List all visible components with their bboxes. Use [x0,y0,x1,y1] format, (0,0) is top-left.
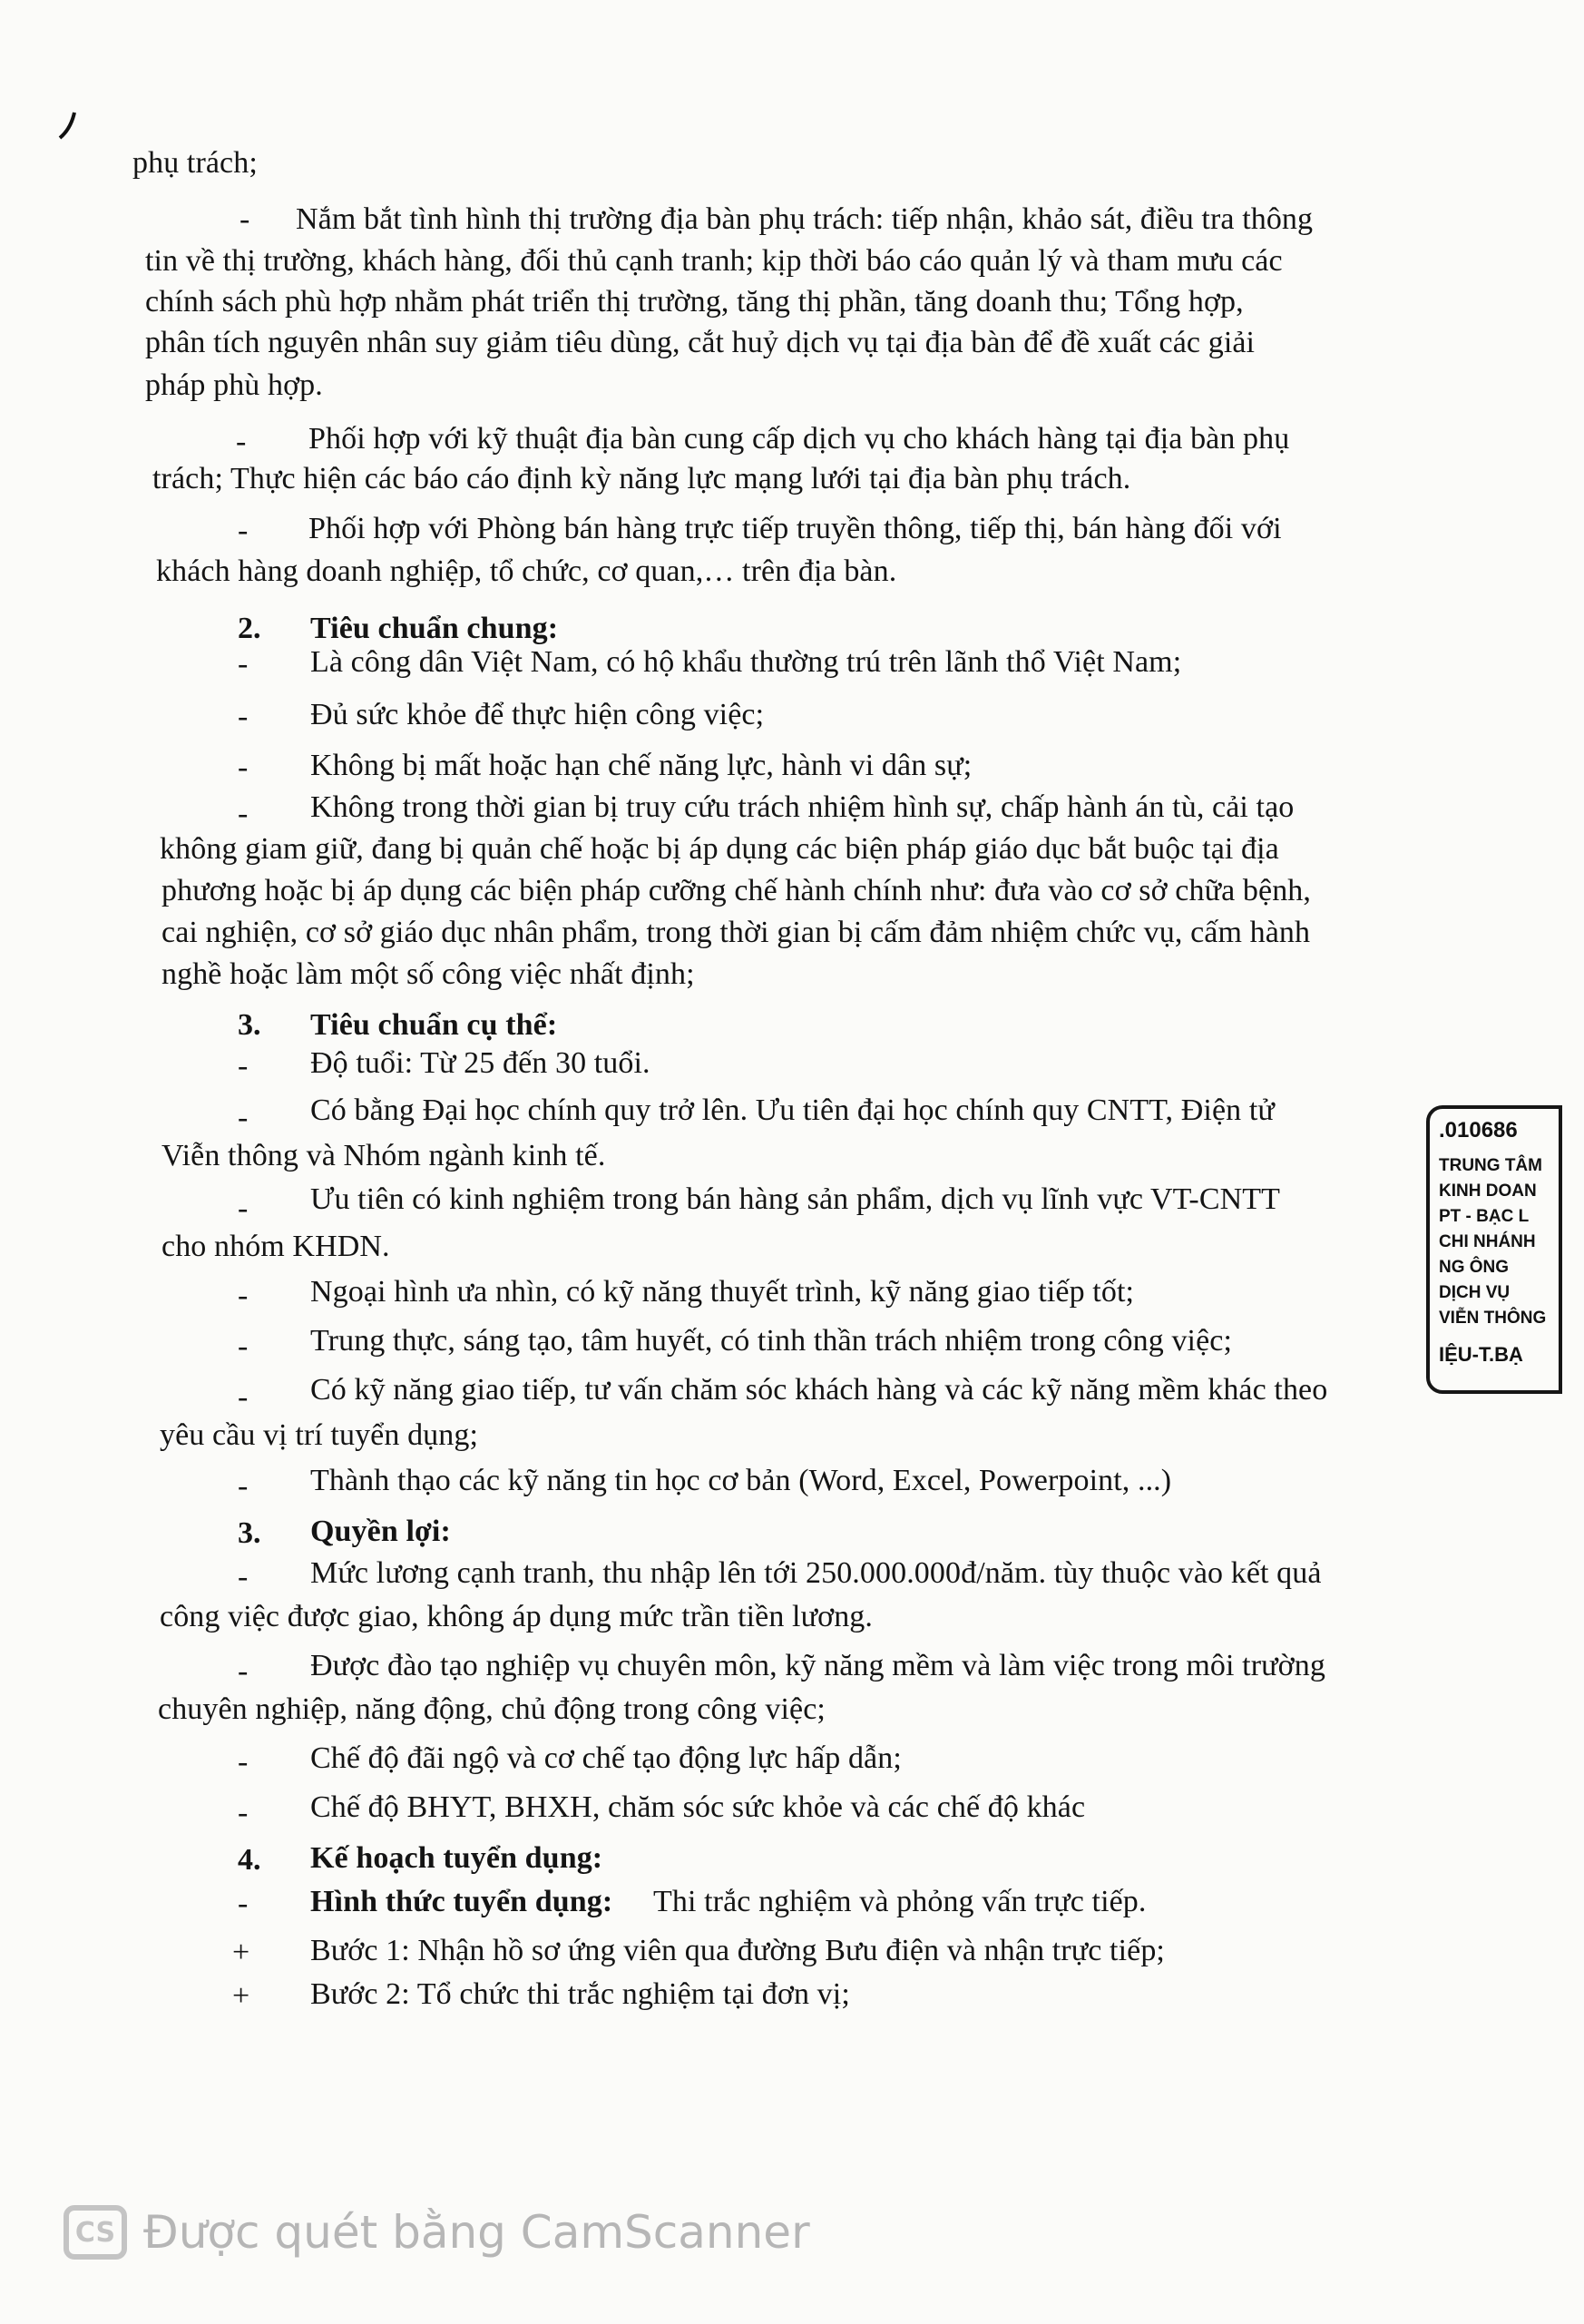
bullet-dash: - [238,1329,249,1363]
text-line: Trung thực, sáng tạo, tâm huyết, có tinh thần trách nhiệm trong công việc; [310,1324,1233,1358]
bullet-dash: - [238,750,249,784]
text-line: tin về thị trường, khách hàng, đối thủ cạnh tranh; kịp thời báo cáo quản lý và tham mưu các [145,244,1283,278]
text-line: Bước 2: Tổ chức thi trắc nghiệm tại đơn vị; [310,1977,850,2011]
text-line: chuyên nghiệp, năng động, chủ động trong công việc; [158,1692,826,1726]
bullet-dash: - [236,425,247,458]
stamp-text: KINH DOAN [1439,1182,1537,1201]
text-line: Có kỹ năng giao tiếp, tư vấn chăm sóc khách hàng và các kỹ năng mềm khác theo [310,1373,1328,1407]
camscanner-logo-icon: CS [64,2205,127,2260]
bullet-dash: - [238,1654,249,1688]
text-line: cho nhóm KHDN. [161,1230,390,1263]
bullet-dash: - [238,797,249,830]
bullet-dash: - [238,514,249,547]
text-line: công việc được giao, không áp dụng mức trần tiền lương. [160,1600,874,1633]
text-line: Không bị mất hoặc hạn chế năng lực, hành vi dân sự; [310,749,973,782]
bullet-dash: - [238,1887,249,1920]
text-line: Phối hợp với Phòng bán hàng trực tiếp truyền thông, tiếp thị, bán hàng đối với [308,512,1282,545]
text-line: Không trong thời gian bị truy cứu trách nhiệm hình sự, chấp hành án tù, cải tạo [310,790,1295,824]
stamp-text: TRUNG TÂM [1439,1156,1542,1175]
section-heading: Tiêu chuẩn chung: [310,612,559,645]
text-line: Viễn thông và Nhóm ngành kinh tế. [161,1139,606,1172]
watermark-text: Được quét bằng CamScanner [143,2206,810,2259]
pen-mark [54,109,82,145]
text-line: Độ tuổi: Từ 25 đến 30 tuổi. [310,1046,650,1080]
bullet-dash: - [240,202,250,236]
bullet-dash: - [238,1796,249,1829]
bullet-dash: - [238,1560,249,1593]
section-heading: Quyền lợi: [310,1515,451,1548]
text-line: cai nghiện, cơ sở giáo dục nhân phẩm, trong thời gian bị cấm đảm nhiệm chức vụ, cấm hành [161,916,1311,949]
bullet-dash: - [238,1745,249,1779]
stamp-text: VIỄN THÔNG [1439,1309,1547,1328]
bullet-dash: - [238,700,249,733]
text-line: Chế độ BHYT, BHXH, chăm sóc sức khỏe và các chế độ khác [310,1790,1086,1824]
text-line: Đủ sức khỏe để thực hiện công việc; [310,698,765,731]
text-line: không giam giữ, đang bị quản chế hoặc bị áp dụng các biện pháp giáo dục bắt buộc tại địa [160,832,1279,866]
company-stamp [1426,1105,1547,1394]
stamp-text: .010686 [1439,1118,1518,1142]
text-line: Có bằng Đại học chính quy trở lên. Ưu tiên đại học chính quy CNTT, Điện tử [310,1093,1275,1127]
section-number: 2. [238,612,261,645]
bullet-dash: - [238,1191,249,1225]
text-line: phụ trách; [132,146,258,180]
text-line: nghề hoặc làm một số công việc nhất định; [161,957,695,991]
text-line: Được đào tạo nghiệp vụ chuyên môn, kỹ năng mềm và làm việc trong môi trường [310,1649,1325,1682]
text-line: Bước 1: Nhận hồ sơ ứng viên qua đường Bưu điện và nhận trực tiếp; [310,1934,1165,1967]
text-line: yêu cầu vị trí tuyển dụng; [160,1418,479,1452]
bullet-dash: - [238,1380,249,1414]
section-number: 4. [238,1843,261,1877]
section-heading: Kế hoạch tuyển dụng: [310,1841,603,1875]
stamp-text: PT - BẠC L [1439,1207,1530,1226]
text-line: Ưu tiên có kinh nghiệm trong bán hàng sản phẩm, dịch vụ lĩnh vực VT-CNTT [310,1182,1281,1216]
text-line: chính sách phù hợp nhằm phát triển thị trường, tăng thị phần, tăng doanh thu; Tổng hợp, [145,285,1244,319]
text-line: Thành thạo các kỹ năng tin học cơ bản (Word, Excel, Powerpoint, ...) [310,1464,1172,1497]
stamp-text: DỊCH VỤ [1439,1283,1511,1302]
text-line: Chế độ đãi ngộ và cơ chế tạo động lực hấp dẫn; [310,1741,902,1775]
bullet-dash: - [238,1049,249,1083]
bullet-dash: - [238,1101,249,1134]
recruitment-form-label: Hình thức tuyển dụng: [310,1885,613,1918]
bullet-plus: + [232,1979,250,2013]
camscanner-watermark [64,2201,810,2264]
text-line: Ngoại hình ưa nhìn, có kỹ năng thuyết trình, kỹ năng giao tiếp tốt; [310,1275,1135,1309]
section-number: 3. [238,1516,261,1550]
text-line: trách; Thực hiện các báo cáo định kỳ năng lực mạng lưới tại địa bàn phụ trách. [152,462,1131,495]
text-line: Thi trắc nghiệm và phỏng vấn trực tiếp. [653,1885,1147,1918]
text-line: Nắm bắt tình hình thị trường địa bàn phụ trách: tiếp nhận, khảo sát, điều tra thông [296,202,1314,236]
bullet-dash: - [238,1469,249,1503]
text-line: Mức lương cạnh tranh, thu nhập lên tới 250.000.000đ/năm. tùy thuộc vào kết quả [310,1556,1322,1590]
stamp-text: CHI NHÁNH [1439,1232,1536,1251]
section-number: 3. [238,1008,261,1042]
bullet-plus: + [232,1936,250,1969]
text-line: phân tích nguyên nhân suy giảm tiêu dùng, cắt huỷ dịch vụ tại địa bàn để đề xuất các giải [145,326,1256,359]
stamp-text: NG ÔNG [1439,1258,1510,1277]
stamp-text: IỆU-T.BẠ [1439,1343,1523,1366]
section-heading: Tiêu chuẩn cụ thể: [310,1008,558,1042]
text-line: pháp phù hợp. [145,368,323,402]
text-line: khách hàng doanh nghiệp, tổ chức, cơ quan,… trên địa bàn. [156,554,897,588]
text-line: phương hoặc bị áp dụng các biện pháp cưỡng chế hành chính như: đưa vào cơ sở chữa bệnh, [161,874,1311,907]
bullet-dash: - [238,647,249,681]
bullet-dash: - [238,1279,249,1312]
text-line: Là công dân Việt Nam, có hộ khẩu thường trú trên lãnh thổ Việt Nam; [310,645,1182,679]
text-line: Phối hợp với kỹ thuật địa bàn cung cấp dịch vụ cho khách hàng tại địa bàn phụ [308,422,1290,456]
